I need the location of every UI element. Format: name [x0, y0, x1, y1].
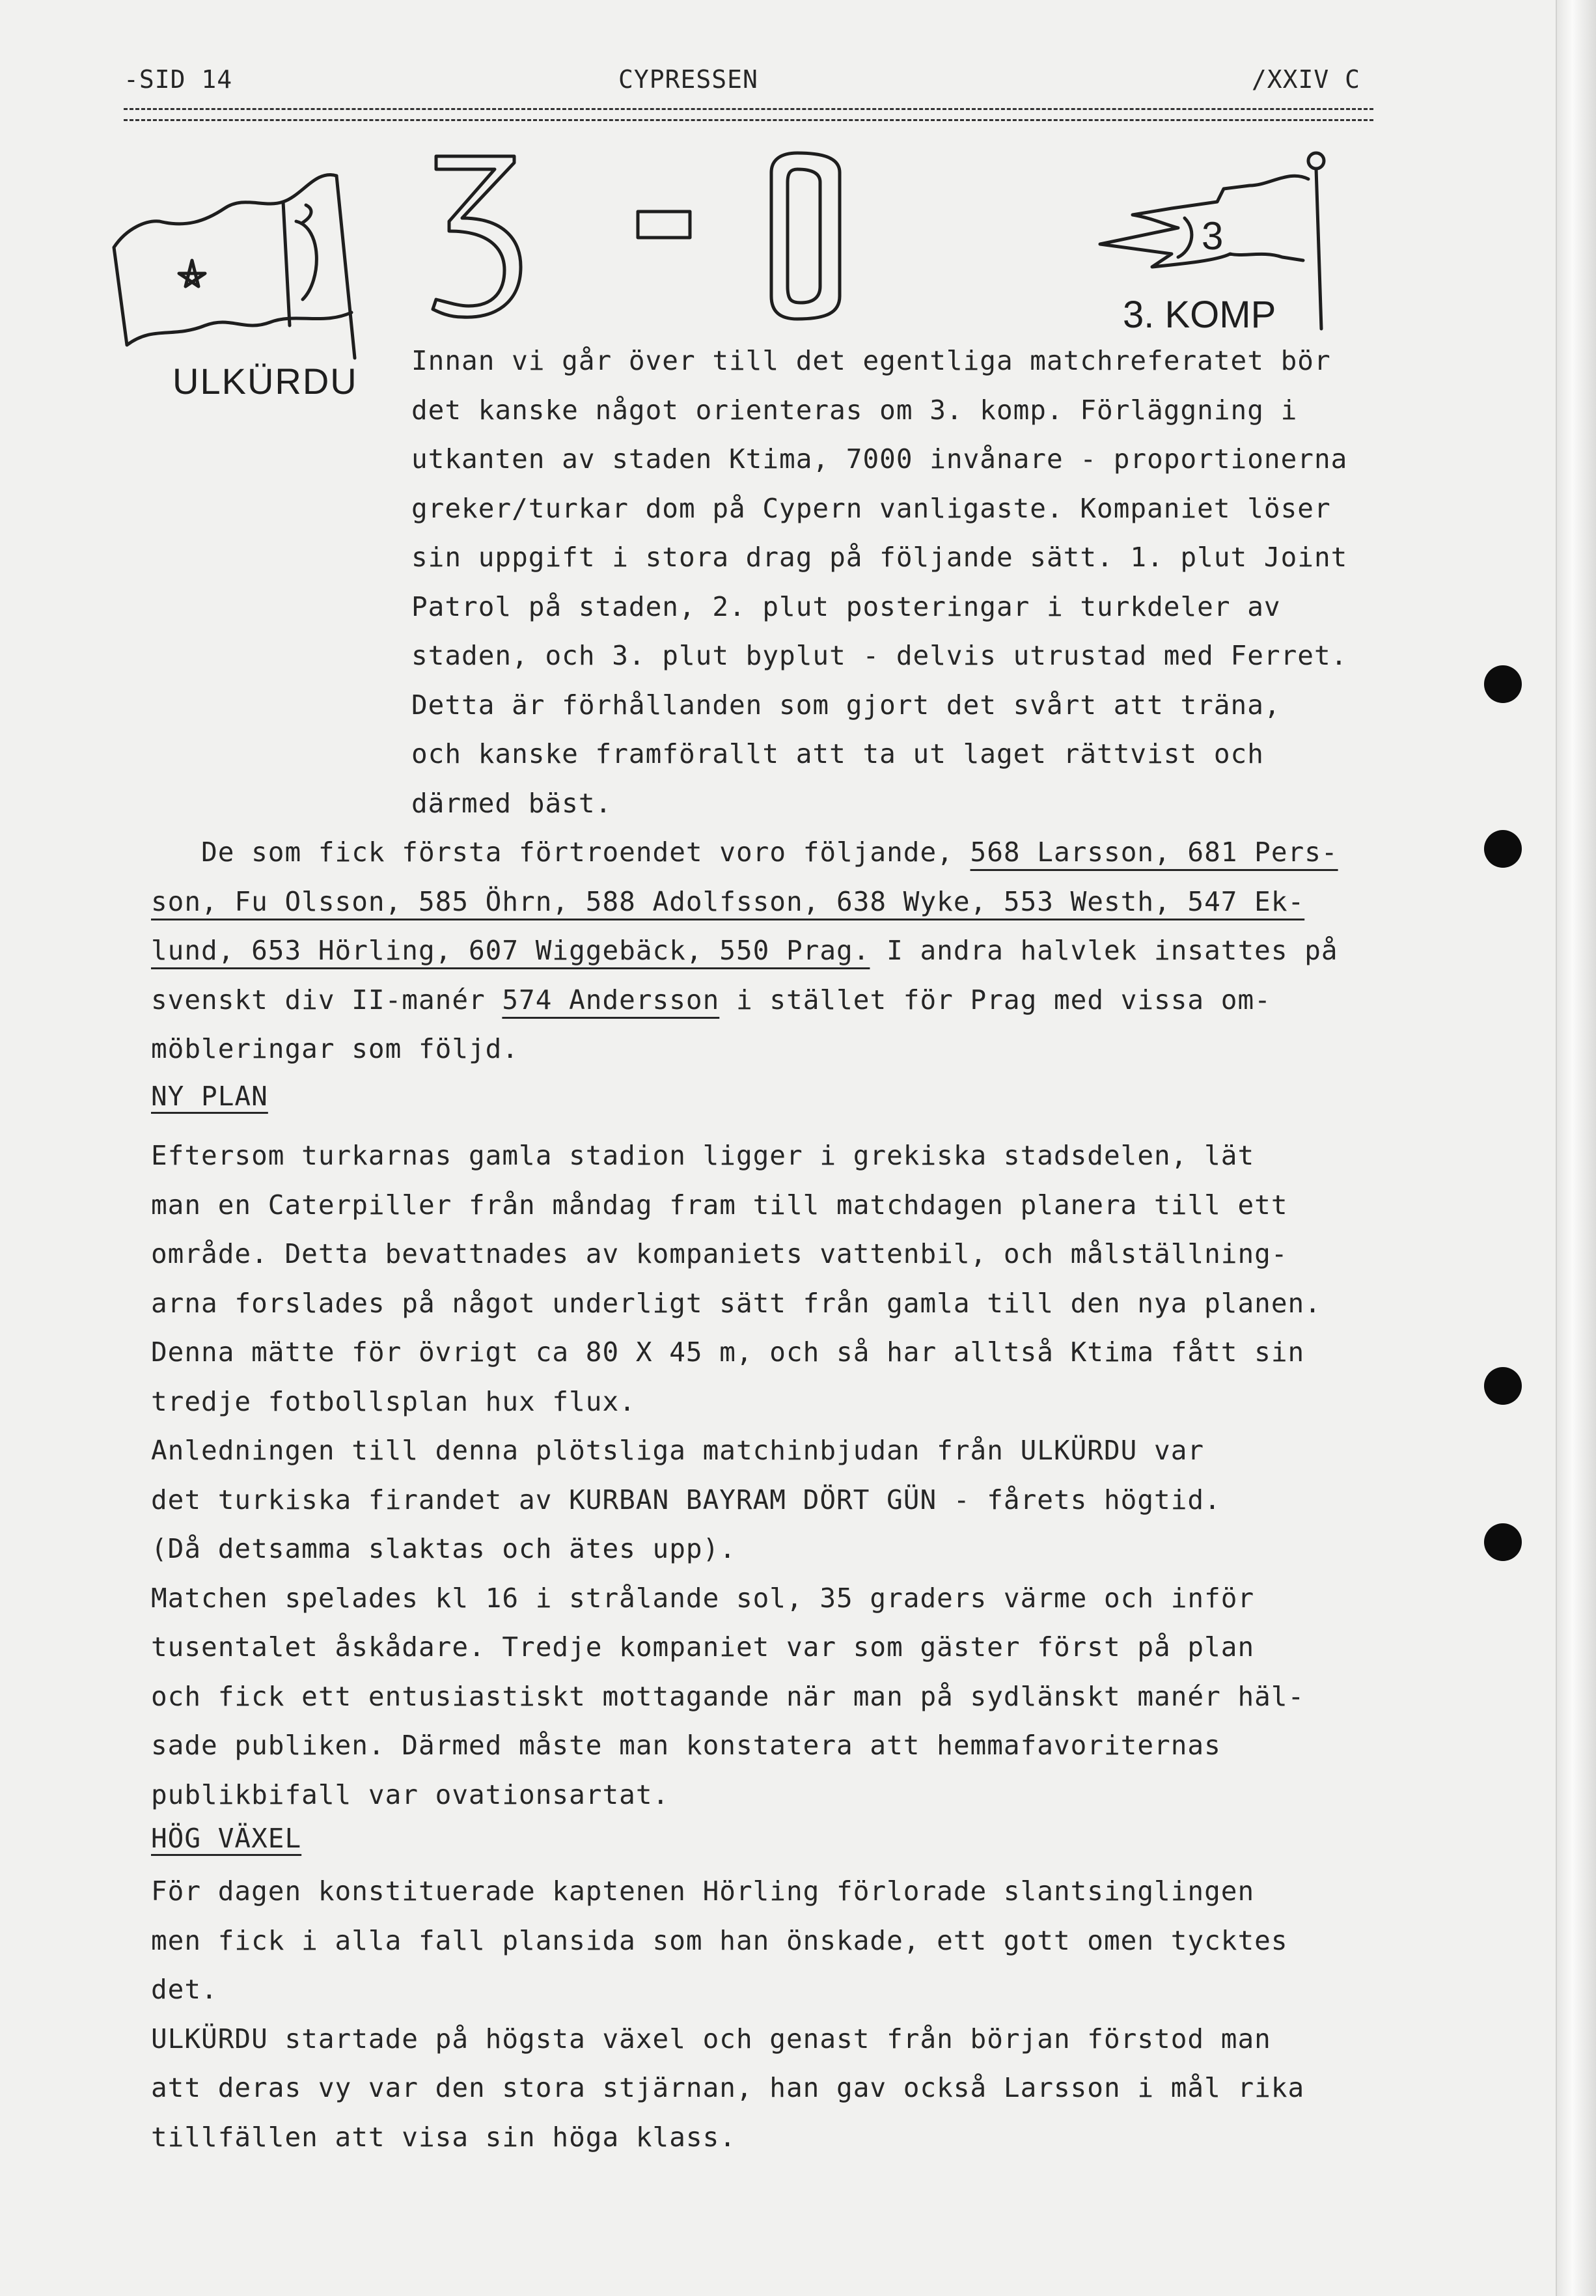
text-line: utkanten av staden Ktima, 7000 invånare - proportionerna: [411, 443, 1348, 475]
section-heading: NY PLAN: [151, 1081, 268, 1112]
punch-hole: [1484, 1367, 1522, 1405]
ny-plan-section: [151, 1131, 1321, 1819]
text-line: det kanske något orienteras om 3. komp. Förläggning i: [411, 394, 1298, 426]
text-line: (Då detsamma slaktas och ätes upp).: [151, 1533, 736, 1564]
text-line: sade publiken. Därmed måste man konstatera att hemmafavoriternas: [151, 1730, 1221, 1761]
komp-flag-icon: [1074, 146, 1347, 342]
text-line: tusentalet åskådare. Tredje kompaniet var som gäster först på plan: [151, 1631, 1255, 1663]
punch-hole: [1484, 1523, 1522, 1561]
text-line: publikbifall var ovationsartat.: [151, 1778, 670, 1810]
page-header: [124, 65, 1373, 102]
text-line: [151, 828, 1338, 878]
lineup-intro: De som fick första förtroendet voro följande,: [201, 837, 970, 868]
issue-number: /XXIV C: [1251, 65, 1360, 94]
section-heading: HÖG VÄXEL: [151, 1823, 302, 1854]
text-line: ULKÜRDU startade på högsta växel och genast från början förstod man: [151, 2023, 1271, 2054]
text-line: Matchen spelades kl 16 i strålande sol, 35 graders värme och inför: [151, 1582, 1255, 1614]
text-line: och fick ett entusiastiskt mottagande när man på sydlänskt manér häl-: [151, 1680, 1305, 1712]
text-line: [151, 976, 1338, 1025]
score-home-digit-icon: [433, 156, 521, 317]
text-line: Patrol på staden, 2. plut posteringar i turkdeler av: [411, 590, 1281, 622]
lineup-text: i stället för Prag med vissa om-: [719, 984, 1271, 1016]
text-line: greker/turkar dom på Cypern vanligaste. Kompaniet löser: [411, 492, 1331, 524]
ulkurdu-label: ULKÜRDU: [172, 361, 358, 402]
lineup-text: svenskt div II-manér: [151, 984, 502, 1016]
text-line: Detta är förhållanden som gjort det svårt att träna,: [411, 689, 1281, 721]
text-line: staden, och 3. plut byplut - delvis utrustad med Ferret.: [411, 640, 1348, 671]
lineup-names: son, Fu Olsson, 585 Öhrn, 588 Adolfsson, 638 Wyke, 553 Westh, 547 Ek-: [151, 885, 1305, 917]
text-line: Innan vi går över till det egentliga matchreferatet bör: [411, 345, 1331, 376]
text-line: Anledningen till denna plötsliga matchinbjudan från ULKÜRDU var: [151, 1435, 1205, 1466]
text-line: sin uppgift i stora drag på följande sätt. 1. plut Joint: [411, 542, 1348, 573]
text-line: det turkiska firandet av KURBAN BAYRAM DÖRT GÜN - fårets högtid.: [151, 1484, 1221, 1515]
text-line: det.: [151, 1974, 218, 2005]
ulkurdu-flag-icon: [107, 150, 394, 404]
score-dash-icon: [638, 212, 690, 238]
text-line: [151, 878, 1338, 927]
header-rule: [124, 108, 1373, 121]
page-edge: [1556, 0, 1596, 2296]
text-line: man en Caterpiller från måndag fram till matchdagen planera till ett: [151, 1189, 1288, 1221]
text-line: arna forslades på något underligt sätt från gamla till den nya planen.: [151, 1287, 1321, 1319]
punch-hole: [1484, 830, 1522, 868]
text-line: [151, 926, 1338, 976]
text-line: att deras vy var den stora stjärnan, han gav också Larsson i mål rika: [151, 2072, 1305, 2103]
text-line: tredje fotbollsplan hux flux.: [151, 1385, 636, 1417]
text-line: därmed bäst.: [411, 787, 612, 819]
komp-label: 3. KOMP: [1123, 294, 1276, 336]
substitute-name: 574 Andersson: [502, 984, 720, 1016]
text-line: och kanske framförallt att ta ut laget rättvist och: [411, 738, 1264, 769]
score-away-digit-icon: [771, 153, 840, 319]
lineup-paragraph: [151, 828, 1338, 1074]
intro-paragraph: [411, 337, 1347, 828]
komp-flag-number: 3: [1202, 214, 1224, 258]
page-number: -SID 14: [124, 65, 233, 94]
text-line: Denna mätte för övrigt ca 80 X 45 m, och så har alltså Ktima fått sin: [151, 1336, 1305, 1368]
lineup-names: 568 Larsson, 681 Pers-: [970, 837, 1338, 868]
score-display: [423, 146, 931, 322]
text-line: Eftersom turkarnas gamla stadion ligger i grekiska stadsdelen, lät: [151, 1140, 1255, 1171]
text-line: område. Detta bevattnades av kompaniets vattenbil, och målställning-: [151, 1238, 1288, 1269]
text-line: men fick i alla fall plansida som han önskade, ett gott omen tycktes: [151, 1924, 1288, 1956]
text-line: För dagen konstituerade kaptenen Hörling förlorade slantsinglingen: [151, 1875, 1255, 1907]
lineup-text: I andra halvlek insattes på: [870, 935, 1338, 966]
lineup-names: lund, 653 Hörling, 607 Wiggebäck, 550 Prag.: [151, 935, 870, 966]
punch-hole: [1484, 665, 1522, 703]
text-line: möbleringar som följd.: [151, 1033, 519, 1064]
publication-title: CYPRESSEN: [618, 65, 758, 94]
hog-vaxel-section: [151, 1867, 1304, 2162]
text-line: tillfällen att visa sin höga klass.: [151, 2121, 736, 2153]
